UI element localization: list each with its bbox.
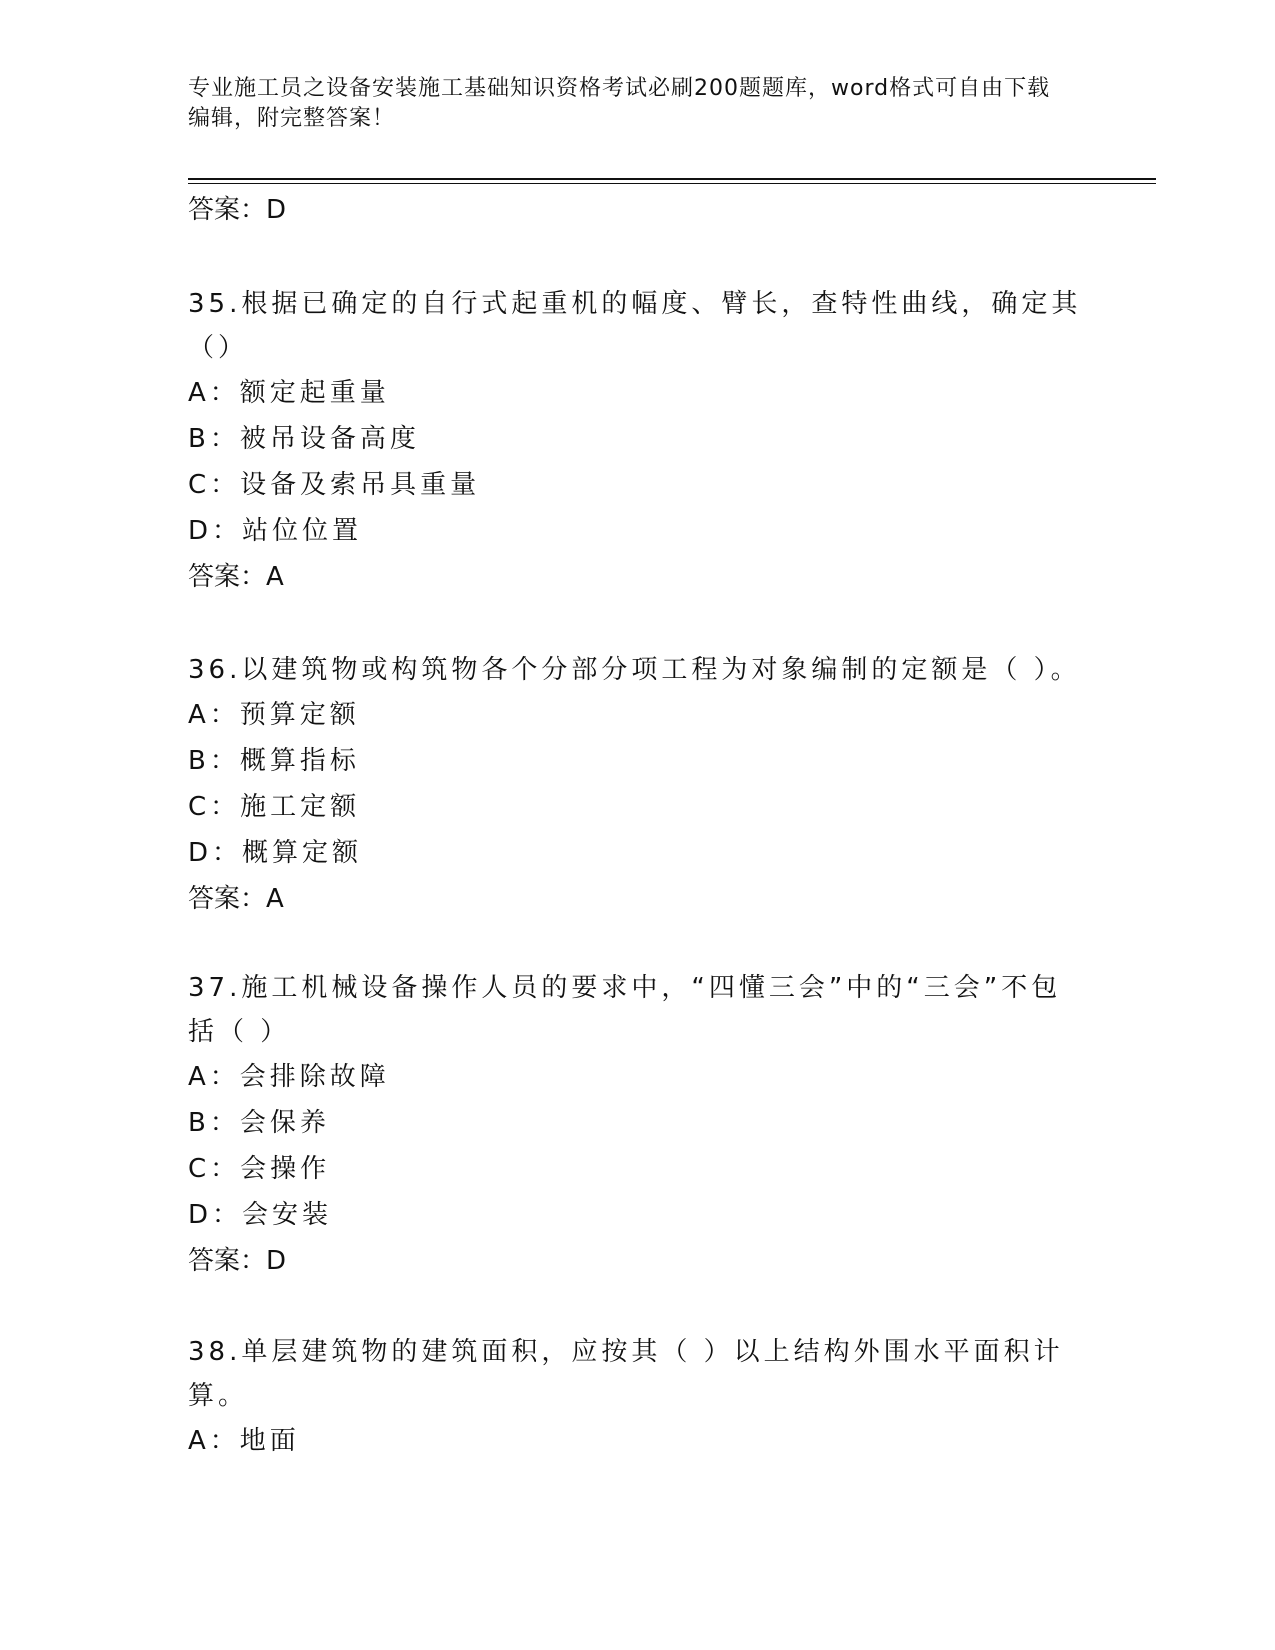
question-stem: 37.施工机械设备操作人员的要求中，“四懂三会”中的“三会”不包括（ ） [188,973,1062,1047]
option-d: D：概算定额 [188,838,363,868]
question-37 [188,966,1088,1284]
option-a: A：地面 [188,1426,300,1456]
question-38 [188,1330,1088,1464]
answer: 答案：A [188,884,284,914]
question-36 [188,648,1088,922]
option-a: A：会排除故障 [188,1062,390,1092]
question-stem: 38.单层建筑物的建筑面积，应按其（ ）以上结构外围水平面积计算。 [188,1337,1064,1411]
option-b: B：会保养 [188,1108,330,1138]
answer: 答案：D [188,1246,287,1276]
document-header: 专业施工员之设备安装施工基础知识资格考试必刷200题题库，word格式可自由下载编辑，附完整答案！ [188,76,1051,131]
option-a: A：预算定额 [188,700,360,730]
option-c: C：施工定额 [188,792,361,822]
answer: 答案：A [188,562,284,592]
option-d: D：站位位置 [188,516,363,546]
option-c: C：会操作 [188,1154,331,1184]
previous-answer: 答案：D [188,195,287,225]
question-stem: 36.以建筑物或构筑物各个分部分项工程为对象编制的定额是（ ）。 [188,655,1081,685]
option-d: D：会安装 [188,1200,333,1230]
question-stem: 35.根据已确定的自行式起重机的幅度、臂长，查特性曲线，确定其（） [188,289,1082,363]
option-b: B：被吊设备高度 [188,424,420,454]
header-divider [188,178,1156,184]
question-35 [188,282,1088,600]
option-c: C：设备及索吊具重量 [188,470,481,500]
option-a: A：额定起重量 [188,378,390,408]
option-b: B：概算指标 [188,746,360,776]
